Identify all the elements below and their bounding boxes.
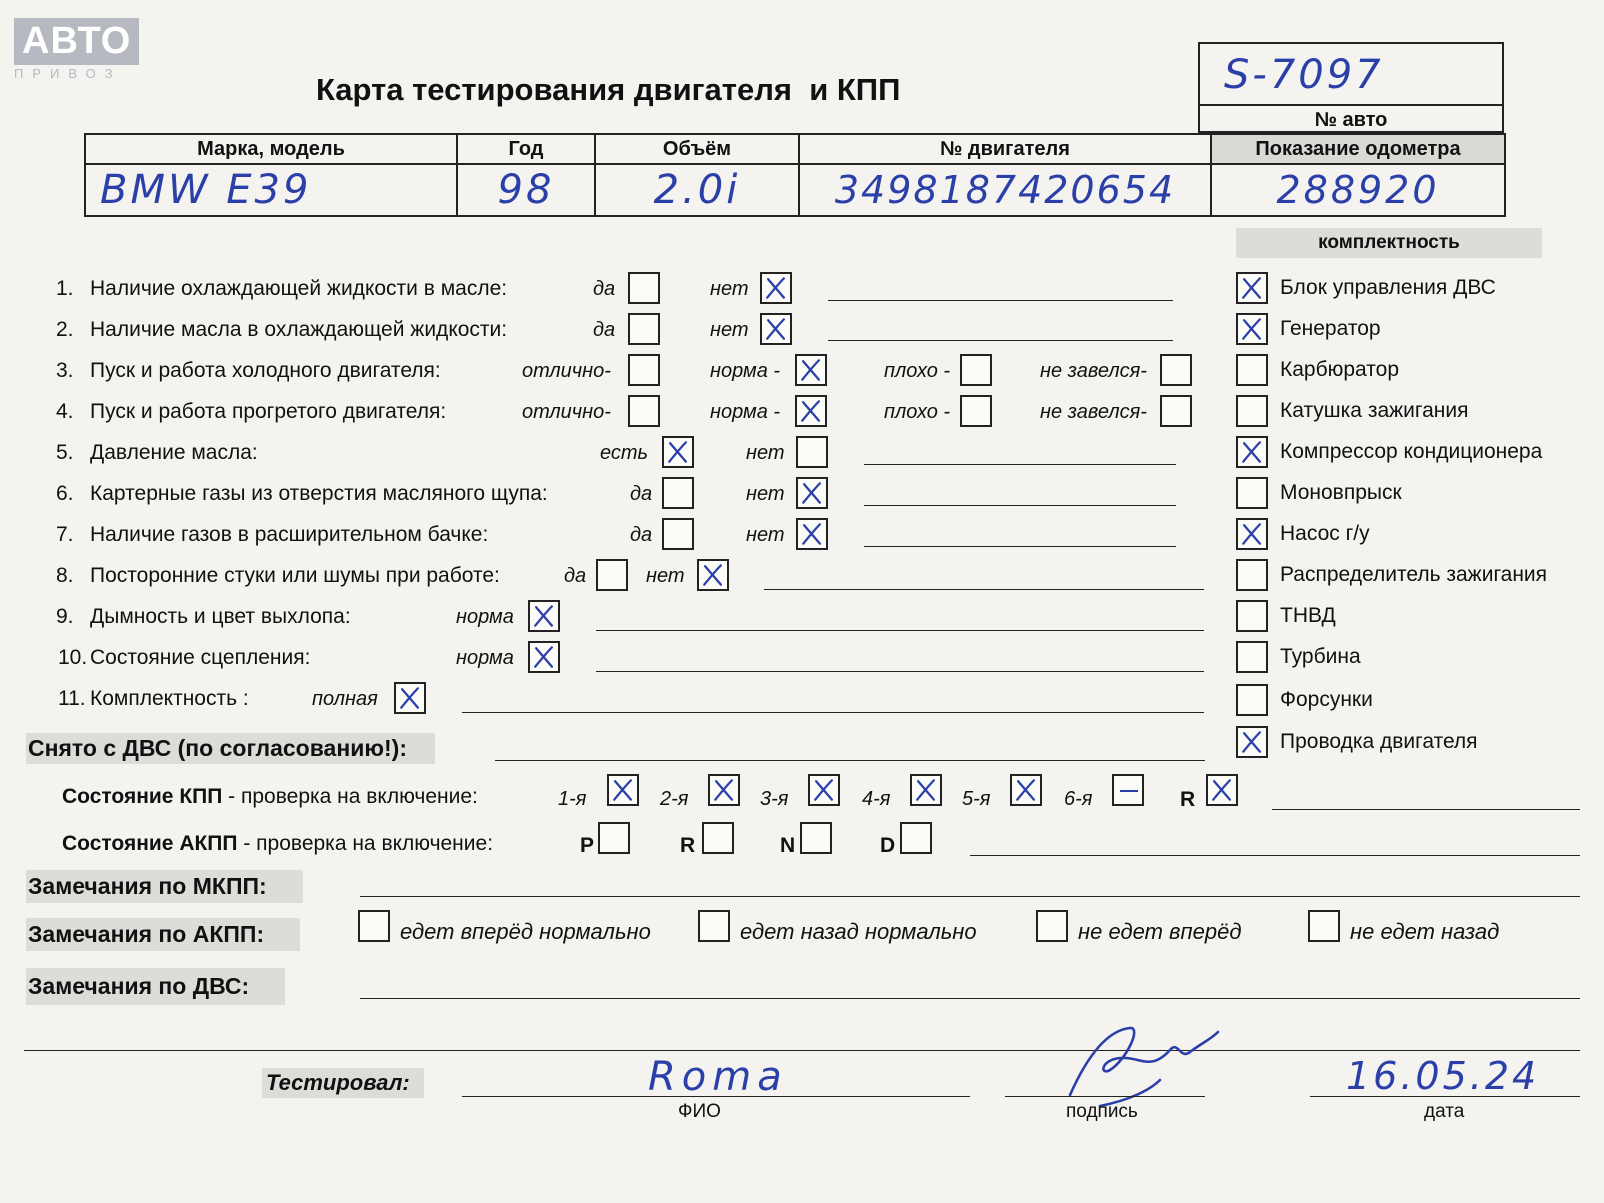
- option-checkbox[interactable]: [796, 436, 828, 468]
- item-text: Наличие охлаждающей жидкости в масле:: [90, 277, 508, 300]
- mode-label: P: [580, 834, 595, 857]
- option-checkbox[interactable]: [662, 436, 694, 468]
- gear-label: 5-я: [962, 788, 991, 810]
- option-label: да: [593, 278, 616, 300]
- kit-checkbox[interactable]: [1236, 600, 1268, 632]
- option-label: нет: [646, 565, 685, 587]
- option-checkbox[interactable]: [796, 518, 828, 550]
- remarks-akpp-label: Замечания по АКПП:: [26, 918, 300, 951]
- item-number: 7.: [56, 523, 74, 546]
- item-number: 10.: [58, 646, 88, 669]
- item-line: [864, 546, 1176, 547]
- akpp-remark-label: едет вперёд нормально: [400, 919, 651, 944]
- kpp-line: [1272, 809, 1580, 810]
- x-mark-icon: [530, 602, 558, 630]
- item-number: 9.: [56, 605, 74, 628]
- option-checkbox[interactable]: [760, 272, 792, 304]
- akpp-remark-checkbox[interactable]: [698, 910, 730, 942]
- kit-item-label: Распределитель зажигания: [1280, 563, 1548, 586]
- tester-name: Roma: [648, 1054, 788, 1100]
- x-mark-icon: [1238, 315, 1266, 343]
- vehicle-number-label: № авто: [1200, 104, 1502, 135]
- option-checkbox[interactable]: [795, 395, 827, 427]
- x-mark-icon: [1238, 728, 1266, 756]
- value-make-model: BMW E39: [85, 164, 457, 216]
- x-mark-icon: [1238, 438, 1266, 466]
- option-label: норма -: [710, 360, 781, 382]
- option-label: нет: [746, 524, 785, 546]
- dash-mark-icon: [1120, 790, 1138, 792]
- kit-item-label: ТНВД: [1280, 604, 1336, 627]
- option-label: да: [630, 524, 653, 546]
- item-line: [764, 589, 1204, 590]
- option-checkbox[interactable]: [628, 313, 660, 345]
- kit-checkbox[interactable]: [1236, 518, 1268, 550]
- item-text: Картерные газы из отверстия масляного щупа:: [90, 482, 548, 505]
- item-text: Пуск и работа прогретого двигателя:: [90, 400, 447, 423]
- item-number: 8.: [56, 564, 74, 587]
- gear-label: 3-я: [760, 788, 789, 810]
- option-label: отлично-: [522, 401, 611, 423]
- kit-item-label: Генератор: [1280, 317, 1381, 340]
- item-text: Состояние сцепления:: [90, 646, 311, 669]
- gear-label: 4-я: [862, 788, 891, 810]
- item-line: [864, 464, 1176, 465]
- kit-item-label: Турбина: [1280, 645, 1361, 668]
- logo-main: АВТО: [14, 18, 139, 65]
- test-date: 16.05.24: [1346, 1054, 1540, 1098]
- x-mark-icon: [710, 776, 738, 804]
- kit-item-label: Катушка зажигания: [1280, 399, 1469, 422]
- kit-title: комплектность: [1236, 228, 1542, 258]
- x-mark-icon: [762, 315, 790, 343]
- remarks-dvs-line: [360, 998, 1580, 999]
- col-odometer: Показание одометра: [1211, 134, 1505, 164]
- kit-checkbox[interactable]: [1236, 641, 1268, 673]
- item-text: Дымность и цвет выхлопа:: [90, 605, 351, 628]
- x-mark-icon: [912, 776, 940, 804]
- date-line: [1310, 1096, 1580, 1097]
- option-checkbox[interactable]: [697, 559, 729, 591]
- gear-checkbox[interactable]: [1206, 774, 1238, 806]
- kpp-label-rest: - проверка на включение:: [222, 785, 478, 808]
- kpp-label: [62, 785, 478, 809]
- item-text: Посторонние стуки или шумы при работе:: [90, 564, 500, 587]
- item-number: 3.: [56, 359, 74, 382]
- kit-checkbox[interactable]: [1236, 395, 1268, 427]
- item-text: Давление масла:: [90, 441, 258, 464]
- kit-checkbox[interactable]: [1236, 726, 1268, 758]
- gear-label: 2-я: [660, 788, 689, 810]
- akpp-label-bold: Состояние АКПП: [62, 832, 238, 855]
- option-label: да: [593, 319, 616, 341]
- mode-label: N: [780, 834, 796, 857]
- akpp-line: [970, 855, 1580, 856]
- mode-checkbox[interactable]: [702, 822, 734, 854]
- x-mark-icon: [1208, 776, 1236, 804]
- logo-sub: ПРИВОЗ: [14, 66, 122, 81]
- akpp-remark-label: не едет вперёд: [1078, 919, 1242, 944]
- option-label: полная: [312, 688, 378, 710]
- option-checkbox[interactable]: [1160, 395, 1192, 427]
- gear-checkbox[interactable]: [607, 774, 639, 806]
- mode-label: D: [880, 834, 896, 857]
- option-checkbox[interactable]: [628, 395, 660, 427]
- kit-item-label: Компрессор кондиционера: [1280, 440, 1543, 463]
- option-checkbox[interactable]: [662, 518, 694, 550]
- item-line: [596, 671, 1204, 672]
- remarks-mkpp-label: Замечания по МКПП:: [26, 870, 303, 903]
- vehicle-info-header-row: [85, 134, 1505, 164]
- x-mark-icon: [530, 643, 558, 671]
- value-volume: 2.0i: [595, 164, 799, 216]
- gear-label: 6-я: [1064, 788, 1093, 810]
- option-checkbox[interactable]: [795, 354, 827, 386]
- item-number: 5.: [56, 441, 74, 464]
- option-checkbox[interactable]: [628, 272, 660, 304]
- mode-checkbox[interactable]: [598, 822, 630, 854]
- option-checkbox[interactable]: [1160, 354, 1192, 386]
- item-line: [828, 300, 1173, 301]
- col-year: Год: [457, 134, 595, 164]
- vehicle-info-table: [84, 133, 1506, 217]
- item-line: [596, 630, 1204, 631]
- x-mark-icon: [797, 397, 825, 425]
- option-label: нет: [710, 278, 749, 300]
- option-label: норма: [456, 606, 514, 628]
- x-mark-icon: [1238, 520, 1266, 548]
- option-label: норма: [456, 647, 514, 669]
- akpp-label: [62, 832, 493, 856]
- fio-line: [462, 1096, 970, 1097]
- x-mark-icon: [664, 438, 692, 466]
- akpp-remark-label: не едет назад: [1350, 919, 1500, 944]
- item-text: Комплектность :: [90, 687, 249, 710]
- option-checkbox[interactable]: [628, 354, 660, 386]
- x-mark-icon: [699, 561, 727, 589]
- value-engine-number: 3498187420654: [799, 164, 1211, 216]
- option-checkbox[interactable]: [796, 477, 828, 509]
- x-mark-icon: [798, 520, 826, 548]
- gear-checkbox[interactable]: [1010, 774, 1042, 806]
- kit-item-label: Карбюратор: [1280, 358, 1400, 381]
- gear-label: R: [1180, 788, 1196, 811]
- akpp-remark-checkbox[interactable]: [1036, 910, 1068, 942]
- kit-checkbox[interactable]: [1236, 559, 1268, 591]
- col-volume: Объём: [595, 134, 799, 164]
- vehicle-number-value: S-7097: [1224, 52, 1384, 98]
- x-mark-icon: [609, 776, 637, 804]
- mode-checkbox[interactable]: [800, 822, 832, 854]
- option-label: не завелся-: [1040, 401, 1147, 423]
- option-checkbox[interactable]: [528, 641, 560, 673]
- item-text: Наличие газов в расширительном бачке:: [90, 523, 489, 546]
- remarks-dvs-label: Замечания по ДВС:: [26, 968, 285, 1005]
- kit-item-label: Форсунки: [1280, 688, 1373, 711]
- option-checkbox[interactable]: [596, 559, 628, 591]
- kit-item-label: Проводка двигателя: [1280, 730, 1478, 753]
- kit-checkbox[interactable]: [1236, 684, 1268, 716]
- value-year: 98: [457, 164, 595, 216]
- vehicle-number-box: [1198, 42, 1504, 133]
- signature: [1060, 1010, 1230, 1110]
- option-checkbox[interactable]: [662, 477, 694, 509]
- item-text: Наличие масла в охлаждающей жидкости:: [90, 318, 508, 341]
- gear-label: 1-я: [558, 788, 587, 810]
- option-label: отлично-: [522, 360, 611, 382]
- value-odometer: 288920: [1211, 164, 1505, 216]
- option-label: да: [630, 483, 653, 505]
- x-mark-icon: [797, 356, 825, 384]
- page-title: Карта тестирования двигателя и КПП: [316, 72, 901, 107]
- mode-checkbox[interactable]: [900, 822, 932, 854]
- x-mark-icon: [762, 274, 790, 302]
- kit-item-label: Моновпрыск: [1280, 481, 1402, 504]
- option-checkbox[interactable]: [760, 313, 792, 345]
- vehicle-info-value-row: [85, 164, 1505, 216]
- remarks-mkpp-line: [360, 896, 1580, 897]
- removed-line: [495, 760, 1205, 761]
- x-mark-icon: [1012, 776, 1040, 804]
- item-number: 6.: [56, 482, 74, 505]
- option-label: плохо -: [884, 360, 951, 382]
- fio-caption: ФИО: [678, 1101, 721, 1122]
- kit-item-label: Насос г/у: [1280, 522, 1370, 545]
- akpp-remark-checkbox[interactable]: [358, 910, 390, 942]
- item-number: 2.: [56, 318, 74, 341]
- option-checkbox[interactable]: [960, 395, 992, 427]
- item-line: [462, 712, 1204, 713]
- option-label: не завелся-: [1040, 360, 1147, 382]
- x-mark-icon: [810, 776, 838, 804]
- option-checkbox[interactable]: [960, 354, 992, 386]
- kit-checkbox[interactable]: [1236, 477, 1268, 509]
- sign-caption: подпись: [1066, 1101, 1138, 1122]
- item-number: 4.: [56, 400, 74, 423]
- removed-label: Снято с ДВС (по согласованию!):: [26, 733, 435, 764]
- gear-checkbox[interactable]: [1112, 774, 1144, 806]
- option-label: нет: [710, 319, 749, 341]
- kit-item-label: Блок управления ДВС: [1280, 276, 1496, 299]
- option-label: норма -: [710, 401, 781, 423]
- option-label: нет: [746, 483, 785, 505]
- akpp-label-rest: - проверка на включение:: [237, 832, 494, 855]
- kit-checkbox[interactable]: [1236, 354, 1268, 386]
- gear-checkbox[interactable]: [910, 774, 942, 806]
- col-engine-number: № двигателя: [799, 134, 1211, 164]
- item-number: 11.: [58, 687, 86, 710]
- sign-line: [1005, 1096, 1205, 1097]
- kpp-label-bold: Состояние КПП: [62, 785, 223, 808]
- x-mark-icon: [798, 479, 826, 507]
- option-label: плохо -: [884, 401, 951, 423]
- item-text: Пуск и работа холодного двигателя:: [90, 359, 441, 382]
- kit-checkbox[interactable]: [1236, 436, 1268, 468]
- kit-checkbox[interactable]: [1236, 272, 1268, 304]
- item-number: 1.: [56, 277, 74, 300]
- akpp-remark-label: едет назад нормально: [740, 919, 977, 944]
- gear-checkbox[interactable]: [808, 774, 840, 806]
- mode-label: R: [680, 834, 696, 857]
- tested-label: Тестировал:: [262, 1068, 424, 1098]
- date-caption: дата: [1424, 1101, 1465, 1122]
- col-make-model: Марка, модель: [85, 134, 457, 164]
- option-checkbox[interactable]: [528, 600, 560, 632]
- kit-checkbox[interactable]: [1236, 313, 1268, 345]
- item-line: [864, 505, 1176, 506]
- option-checkbox[interactable]: [394, 682, 426, 714]
- x-mark-icon: [396, 684, 424, 712]
- option-label: есть: [600, 442, 649, 464]
- separator-line: [24, 1050, 1580, 1051]
- gear-checkbox[interactable]: [708, 774, 740, 806]
- item-line: [828, 340, 1173, 341]
- option-label: да: [564, 565, 587, 587]
- x-mark-icon: [1238, 274, 1266, 302]
- logo: [14, 18, 146, 80]
- akpp-remark-checkbox[interactable]: [1308, 910, 1340, 942]
- option-label: нет: [746, 442, 785, 464]
